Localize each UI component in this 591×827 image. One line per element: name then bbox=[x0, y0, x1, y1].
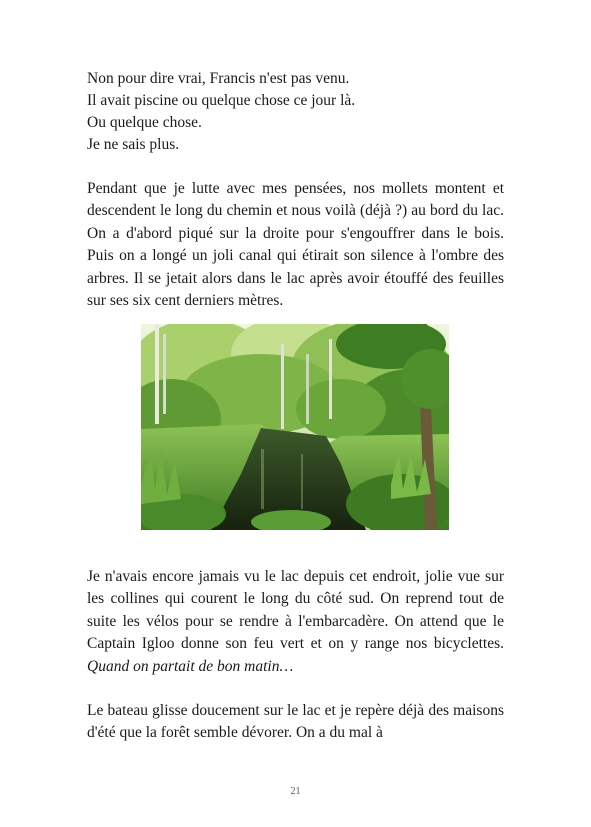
intro-line-2: Il avait piscine ou quelque chose ce jour là. bbox=[87, 92, 356, 109]
paragraph-boat: Le bateau glisse doucement sur le lac et je repère déjà des maisons d'été que la forêt semble dévorer. On a du mal à bbox=[87, 702, 504, 742]
intro-line-3: Ou quelque chose. bbox=[87, 114, 202, 131]
paragraph-lake-view bbox=[87, 566, 504, 678]
intro-line-1: Non pour dire vrai, Francis n'est pas venu. bbox=[87, 70, 350, 87]
intro-line-4: Je ne sais plus. bbox=[87, 136, 180, 153]
paragraph-lake-view-text: Je n'avais encore jamais vu le lac depuis cet endroit, jolie vue sur les collines qui courent le long du côté sud. On reprend tout de suite les vélos pour se rendre à l'embarcadère. On attend que le Captain Igloo donne son feu vert et on y range nos bicyclettes. bbox=[87, 568, 504, 653]
page-number: 21 bbox=[290, 786, 301, 797]
paragraph-lake-view-italic: Quand on partait de bon matin… bbox=[87, 657, 294, 675]
forest-canal-photo bbox=[141, 324, 449, 530]
paragraph-canal: Pendant que je lutte avec mes pensées, nos mollets montent et descendent le long du chemin et nous voilà (déjà ?) au bord du lac. On a d'abord piqué sur la droite pour s'engouffrer dans le bois. Puis on a longé un joli canal qui étirait son silence à l'ombre des arbres. Il se jetait alors dans le lac après avoir étouffé des feuilles sur ses six cent derniers mètres. bbox=[87, 180, 504, 310]
